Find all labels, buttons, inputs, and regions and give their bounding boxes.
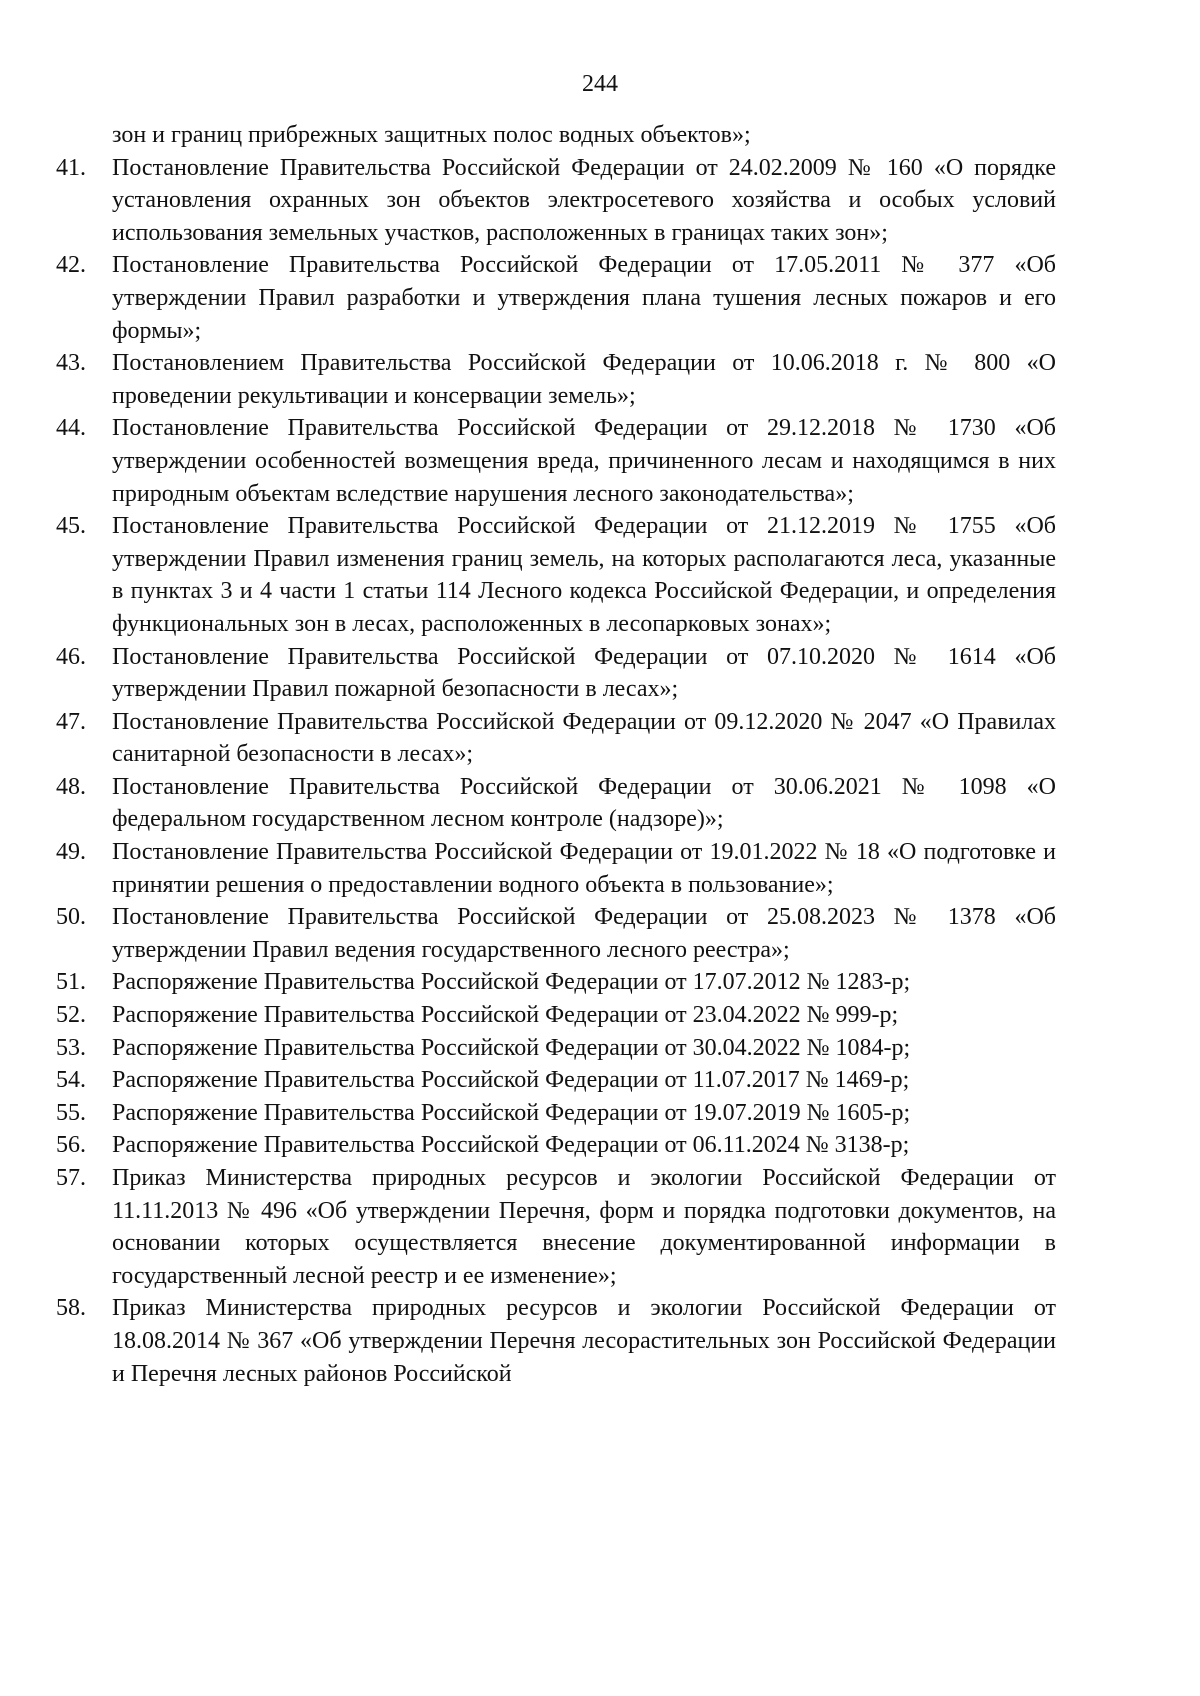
list-item-number: 52.: [56, 1002, 86, 1029]
list-item-text: Постановление Правительства Российской Федерации от 30.06.2021 № 1098 «О федеральном государственном лесном контроле (надзоре)»;: [112, 773, 1056, 833]
continuation-text: зон и границ прибрежных защитных полос водных объектов»;: [112, 122, 751, 148]
list-item-text: Распоряжение Правительства Российской Федерации от 06.11.2024 № 3138-р;: [112, 1132, 910, 1159]
list-item: [56, 771, 1056, 836]
list-item-number: 58.: [56, 1295, 86, 1322]
list-item-number: 44.: [56, 415, 86, 442]
list-item-text: Постановление Правительства Российской Федерации от 07.10.2020 № 1614 «Об утверждении Правил пожарной безопасности в лесах»;: [112, 643, 1056, 703]
list-item-text: Постановлением Правительства Российской Федерации от 10.06.2018 г. № 800 «О проведении рекультивации и консервации земель»;: [112, 350, 1056, 409]
list-item: [56, 641, 1056, 706]
list-item-number: 51.: [56, 969, 86, 996]
list-item: [56, 510, 1056, 640]
list-item-number: 50.: [56, 904, 86, 931]
list-item: [56, 706, 1056, 771]
list-item-number: 41.: [56, 154, 86, 181]
list-item-number: 53.: [56, 1034, 86, 1061]
list-item: [56, 1097, 1056, 1130]
document-body: [56, 119, 1056, 1390]
list-item-text: Постановление Правительства Российской Федерации от 25.08.2023 № 1378 «Об утверждении Правил ведения государственного лесного реестра»;: [112, 904, 1056, 963]
list-item-number: 48.: [56, 773, 86, 800]
list-item-number: 43.: [56, 350, 86, 377]
list-item-text: Постановление Правительства Российской Федерации от 24.02.2009 № 160 «О порядке установления охранных зон объектов электросетевого хозяйства и особых условий использования земельных участков, расположенных в границах таких зон»;: [112, 154, 1056, 246]
list-item-number: 47.: [56, 708, 86, 735]
list-item-text: Распоряжение Правительства Российской Федерации от 23.04.2022 № 999-р;: [112, 1002, 899, 1029]
list-item: [56, 836, 1056, 901]
page-number: 244: [582, 71, 618, 97]
list-item: [56, 412, 1056, 510]
list-item-number: 55.: [56, 1099, 86, 1126]
list-item: [56, 901, 1056, 966]
list-item: [56, 249, 1056, 347]
list-item-number: 56.: [56, 1132, 86, 1159]
list-item-number: 57.: [56, 1165, 86, 1191]
list-item-number: 45.: [56, 513, 86, 540]
list-item-number: 42.: [56, 252, 86, 279]
list-item-text: Распоряжение Правительства Российской Федерации от 19.07.2019 № 1605-р;: [112, 1099, 911, 1126]
list-item: [56, 1292, 1056, 1390]
list-item: [56, 1064, 1056, 1097]
list-item-number: 46.: [56, 643, 86, 670]
list-item-text: Постановление Правительства Российской Федерации от 29.12.2018 № 1730 «Об утверждении особенностей возмещения вреда, причиненного лесам и находящимся в них природным объектам вследствие нарушения лесного законодательства»;: [112, 415, 1056, 507]
list-item-text: Распоряжение Правительства Российской Федерации от 30.04.2022 № 1084-р;: [112, 1034, 911, 1061]
list-item: [56, 347, 1056, 412]
list-item-text: Распоряжение Правительства Российской Федерации от 11.07.2017 № 1469-р;: [112, 1067, 910, 1094]
list-item-text: Постановление Правительства Российской Федерации от 17.05.2011 № 377 «Об утверждении Правил разработки и утверждения плана тушения лесных пожаров и его формы»;: [112, 252, 1056, 344]
list-item: [56, 152, 1056, 250]
list-item-number: 49.: [56, 839, 86, 866]
list-item-text: Постановление Правительства Российской Федерации от 09.12.2020 № 2047 «О Правилах санитарной безопасности в лесах»;: [112, 708, 1056, 768]
list-item-text: Распоряжение Правительства Российской Федерации от 17.07.2012 № 1283-р;: [112, 969, 911, 996]
list-item-number: 54.: [56, 1067, 86, 1094]
list-item: [56, 999, 1056, 1032]
list-item: [56, 1032, 1056, 1065]
list-item: [56, 1162, 1056, 1292]
list-item-text: Приказ Министерства природных ресурсов и экологии Российской Федерации от 11.11.2013 № 496 «Об утверждении Перечня, форм и порядка подготовки документов, на основании которых осуществляется внесение документированной информации в государственный лесной реестр и ее изменение»;: [112, 1165, 1056, 1289]
list-item-text: Постановление Правительства Российской Федерации от 19.01.2022 № 18 «О подготовке и принятии решения о предоставлении водного объекта в пользование»;: [112, 839, 1056, 898]
list-item-text: Приказ Министерства природных ресурсов и экологии Российской Федерации от 18.08.2014 № 367 «Об утверждении Перечня лесорастительных зон Российской Федерации и Перечня лесных районов Российской: [112, 1295, 1056, 1387]
list-item: [56, 966, 1056, 999]
list-item-text: Постановление Правительства Российской Федерации от 21.12.2019 № 1755 «Об утверждении Правил изменения границ земель, на которых располагаются леса, указанные в пунктах 3 и 4 части 1 статьи 114 Лесного кодекса Российской Федерации, и определения функциональных зон в лесах, расположенных в лесопарковых зонах»;: [112, 513, 1056, 637]
list-item: [56, 1129, 1056, 1162]
